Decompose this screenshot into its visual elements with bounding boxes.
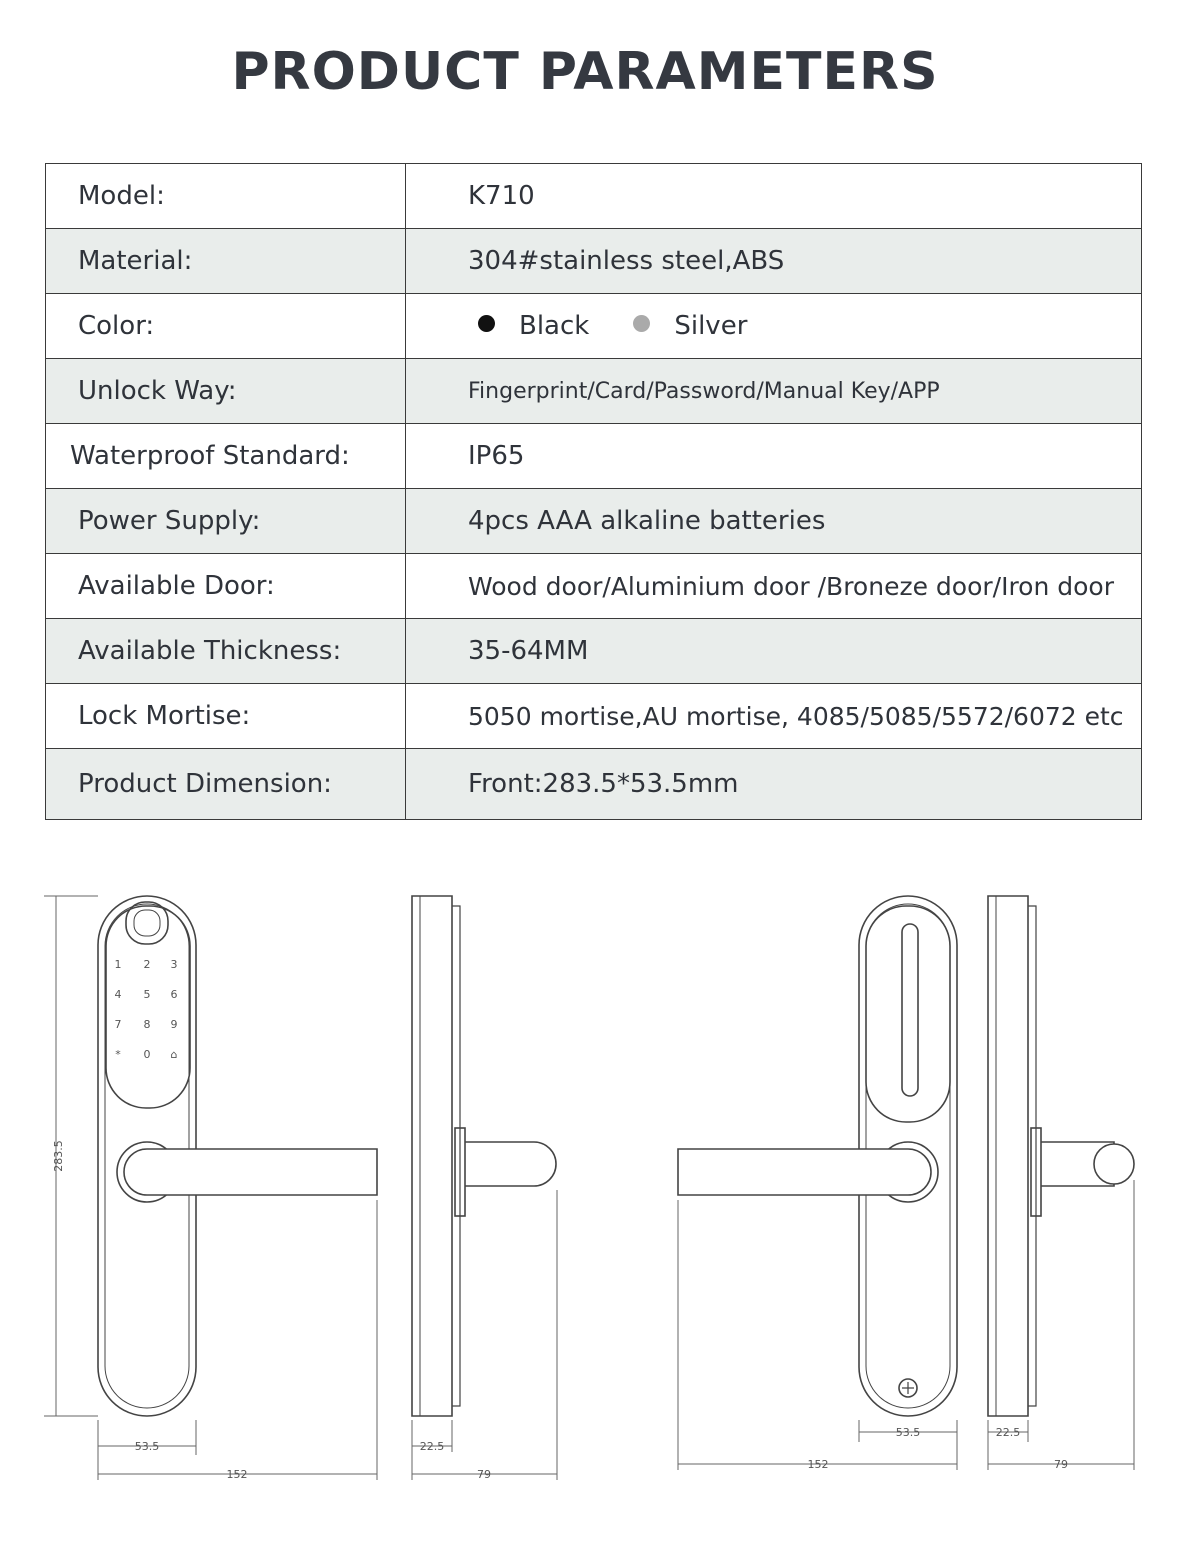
row-label-model: Model: [46,164,406,229]
dimension-back-depth-label: 79 [1054,1458,1068,1471]
back-side-view-drawing [988,896,1134,1416]
keypad-key: 6 [170,988,178,1001]
row-value-thickness: 35-64MM [406,619,1142,684]
technical-drawings [0,880,1186,1500]
keypad-key: 9 [170,1018,178,1031]
keypad-key: 3 [170,958,178,971]
row-label-waterproof: Waterproof Standard: [46,424,406,489]
row-value-model: K710 [406,164,1142,229]
table-row [46,424,1142,489]
table-row [46,294,1142,359]
keypad-key: 7 [114,1018,122,1031]
table-row [46,684,1142,749]
keypad-key: ⌂ [170,1048,178,1061]
row-value-material: 304#stainless steel,ABS [406,229,1142,294]
dimension-back-total-width-label: 152 [807,1458,829,1471]
dimension-total-width-label: 152 [226,1468,248,1481]
row-label-thickness: Available Thickness: [46,619,406,684]
keypad-key: 0 [143,1048,151,1061]
keypad-key: * [115,1048,121,1061]
row-label-color: Color: [46,294,406,359]
dimension-height-label: 283.5 [52,1140,65,1172]
keypad-digits [115,958,178,1061]
keypad-key: 8 [143,1018,151,1031]
table-row [46,619,1142,684]
row-value-unlock-way: Fingerprint/Card/Password/Manual Key/APP [406,359,1142,424]
table-row [46,554,1142,619]
keypad-key: 2 [143,958,151,971]
row-value-available-door: Wood door/Aluminium door /Broneze door/Iron door [406,554,1142,619]
row-label-power-supply: Power Supply: [46,489,406,554]
dimension-front-width-label: 53.5 [134,1440,160,1453]
row-label-available-door: Available Door: [46,554,406,619]
color-silver-label: Silver [674,311,748,341]
silver-color-dot [633,315,650,332]
parameters-table [45,163,1142,820]
table-row [46,359,1142,424]
dimension-side-depth-label: 79 [477,1468,491,1481]
keypad-key: 5 [143,988,151,1001]
front-view-drawing [98,896,377,1416]
table-row [46,749,1142,820]
keypad-key: 1 [114,958,122,971]
row-value-power-supply: 4pcs AAA alkaline batteries [406,489,1142,554]
table-row [46,229,1142,294]
dimension-side-thickness-label: 22.5 [419,1440,445,1453]
row-label-dimension: Product Dimension: [46,749,406,820]
table-row [46,164,1142,229]
dimension-back-width-label: 53.5 [895,1426,921,1439]
row-value-lock-mortise: 5050 mortise,AU mortise, 4085/5085/5572/6072 etc [406,684,1142,749]
row-label-lock-mortise: Lock Mortise: [46,684,406,749]
row-value-color [406,294,1142,359]
table-row [46,489,1142,554]
row-value-dimension: Front:283.5*53.5mm [406,749,1142,820]
keypad-key: 4 [114,988,122,1001]
side-view-drawing [412,896,556,1416]
dimension-back-thickness-label: 22.5 [995,1426,1021,1439]
color-black-label: Black [519,311,590,341]
row-value-waterproof: IP65 [406,424,1142,489]
page-title: PRODUCT PARAMETERS [231,42,939,102]
black-color-dot [478,315,495,332]
row-label-unlock-way: Unlock Way: [46,359,406,424]
row-label-material: Material: [46,229,406,294]
back-view-drawing [678,896,957,1416]
